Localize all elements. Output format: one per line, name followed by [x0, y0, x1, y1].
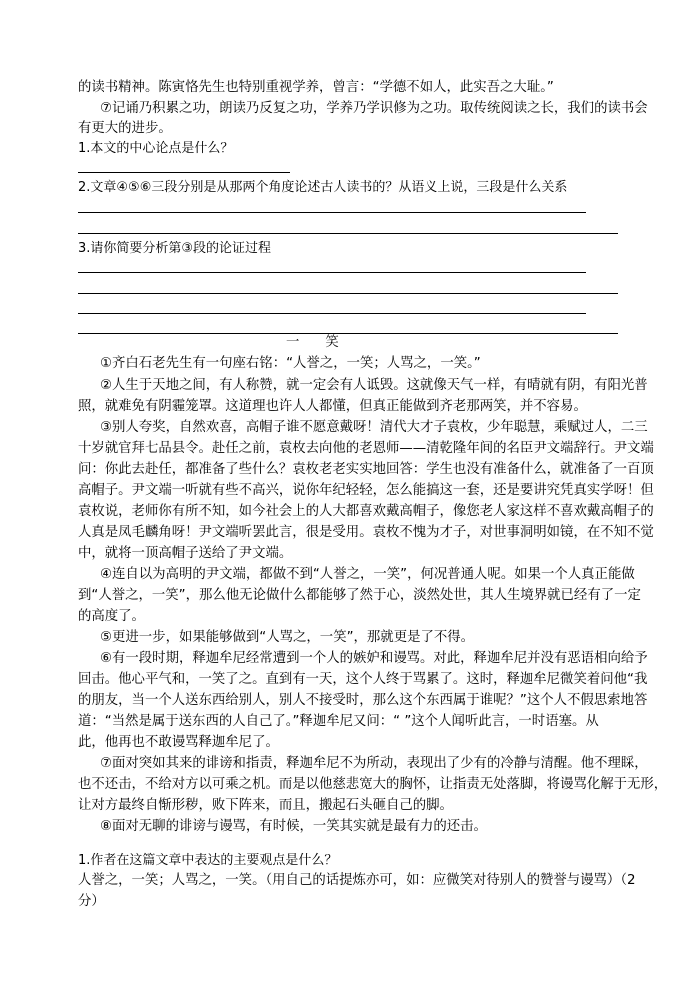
paragraph-line: ⑦面对突如其来的诽谤和指责，释迦牟尼不为所动，表现出了少有的冷静与清醒。他不理睬，	[100, 756, 648, 771]
paragraph-line: 有更大的进步。	[78, 121, 172, 136]
paragraph-line: ⑤更进一步，如果能够做到“人骂之，一笑”，那就更是了不得。	[100, 630, 475, 645]
answer-line[interactable]	[78, 272, 586, 273]
paragraph-line: 的朋友，当一个人送东西给别人，别人不接受时，那么这个东西属于谁呢？”这个人不假思索地答	[78, 693, 648, 708]
paragraph-line: 让对方最终自惭形秽，败下阵来，而且，搬起石头砸自己的脚。	[78, 798, 453, 813]
paragraph-line: ⑧面对无聊的诽谤与谩骂，有时候，一笑其实就是最有力的还击。	[100, 819, 487, 834]
paragraph-line: 回击。他心平气和，一笑了之。直到有一天，这个人终于骂累了。这时，释迦牟尼微笑着问他“我	[78, 672, 648, 687]
question-1: 1.作者在这篇文章中表达的主要观点是什么？	[78, 853, 338, 868]
paragraph-line: ⑦记诵乃积累之功，朗读乃反复之功，学养乃学识修为之功。取传统阅读之长，我们的读书会	[100, 101, 648, 116]
question-2: 2.文章④⑤⑥三段分别是从那两个角度论述古人读书的？从语义上说，三段是什么关系	[78, 180, 568, 195]
paragraph-line: 此，他再也不敢谩骂释迦牟尼了。	[78, 735, 279, 750]
paragraph-line: ②人生于天地之间，有人称赞，就一定会有人诋毁。这就像天气一样，有晴就有阴，有阳光普	[100, 378, 648, 393]
paragraph-line: 高帽子。尹文端一听就有些不高兴，说你年纪轻轻，怎么能搞这一套，还是要讲究凭真实学呀！但	[78, 483, 654, 498]
question-3: 3.请你简要分析第③段的论证过程	[78, 241, 272, 256]
paragraph-line: ④连自以为高明的尹文端，都做不到“人誉之，一笑”，何况普通人呢。如果一个人真正能做	[100, 567, 635, 582]
answer-line[interactable]	[78, 293, 618, 294]
paragraph-line: ⑥有一段时期，释迦牟尼经常遭到一个人的嫉妒和谩骂。对此，释迦牟尼并没有恶语相向给予	[100, 651, 648, 666]
paragraph-line: ③别人夸奖，自然欢喜，高帽子谁不愿意戴呀！清代大才子袁枚，少年聪慧，乘赋过人，二三	[100, 420, 648, 435]
answer-line[interactable]	[78, 172, 290, 173]
paragraph-line: 人真是凤毛麟角呀！尹文端听罢此言，很是受用。袁枚不愧为才子，对世事洞明如镜，在不知不觉	[78, 525, 654, 540]
question-1: 1.本文的中心论点是什么？	[78, 141, 234, 156]
paragraph-line: 到“人誉之，一笑”，那么他无论做什么都能够了然于心，淡然处世，其人生境界就已经有了一定	[78, 588, 641, 603]
paragraph-line: 袁枚说，老师你有所不知，如今社会上的人大都喜欢戴高帽子，像您老人家这样不喜欢戴高帽子的	[78, 504, 654, 519]
paragraph-line: 也不还击，不给对方以可乘之机。而是以他慈悲宽大的胸怀，让指责无处落脚，将谩骂化解于无形，	[78, 777, 668, 792]
answer-text: 人誉之，一笑；人骂之，一笑。（用自己的话提炼亦可，如：应微笑对待别人的赞誉与谩骂）（2	[78, 873, 636, 888]
paragraph-line: 问：你此去赴任，都准备了些什么？袁枚老老实实地回答：学生也没有准备什么，就准备了一百顶	[78, 462, 654, 477]
paragraph-line: 的高度了。	[78, 609, 145, 624]
paragraph-line: 中，就将一顶高帽子送给了尹文端。	[78, 546, 293, 561]
paragraph-line: 照，就难免有阴霾笼罩。这道理也许人人都懂，但真正能做到齐老那两笑，并不容易。	[78, 399, 587, 414]
answer-line[interactable]	[78, 313, 586, 314]
answer-line[interactable]	[78, 233, 618, 234]
answer-line[interactable]	[78, 212, 586, 213]
paragraph-line: 道：“当然是属于送东西的人自己了。”释迦牟尼又问：“ ”这个人闻听此言，一时语塞。从	[78, 714, 599, 729]
answer-text: 分）	[78, 894, 105, 909]
article-title: 一笑	[286, 335, 365, 350]
paragraph-line: ①齐白石老先生有一句座右铭：“人誉之，一笑；人骂之，一笑。”	[100, 356, 481, 371]
paragraph-line: 的读书精神。陈寅恪先生也特别重视学养，曾言：“学德不如人，此实吾之大耻。”	[78, 80, 554, 95]
paragraph-line: 十岁就官拜七品县令。赴任之前，袁枚去向他的老恩师——清乾隆年间的名臣尹文端辞行。尹文端	[78, 441, 654, 456]
